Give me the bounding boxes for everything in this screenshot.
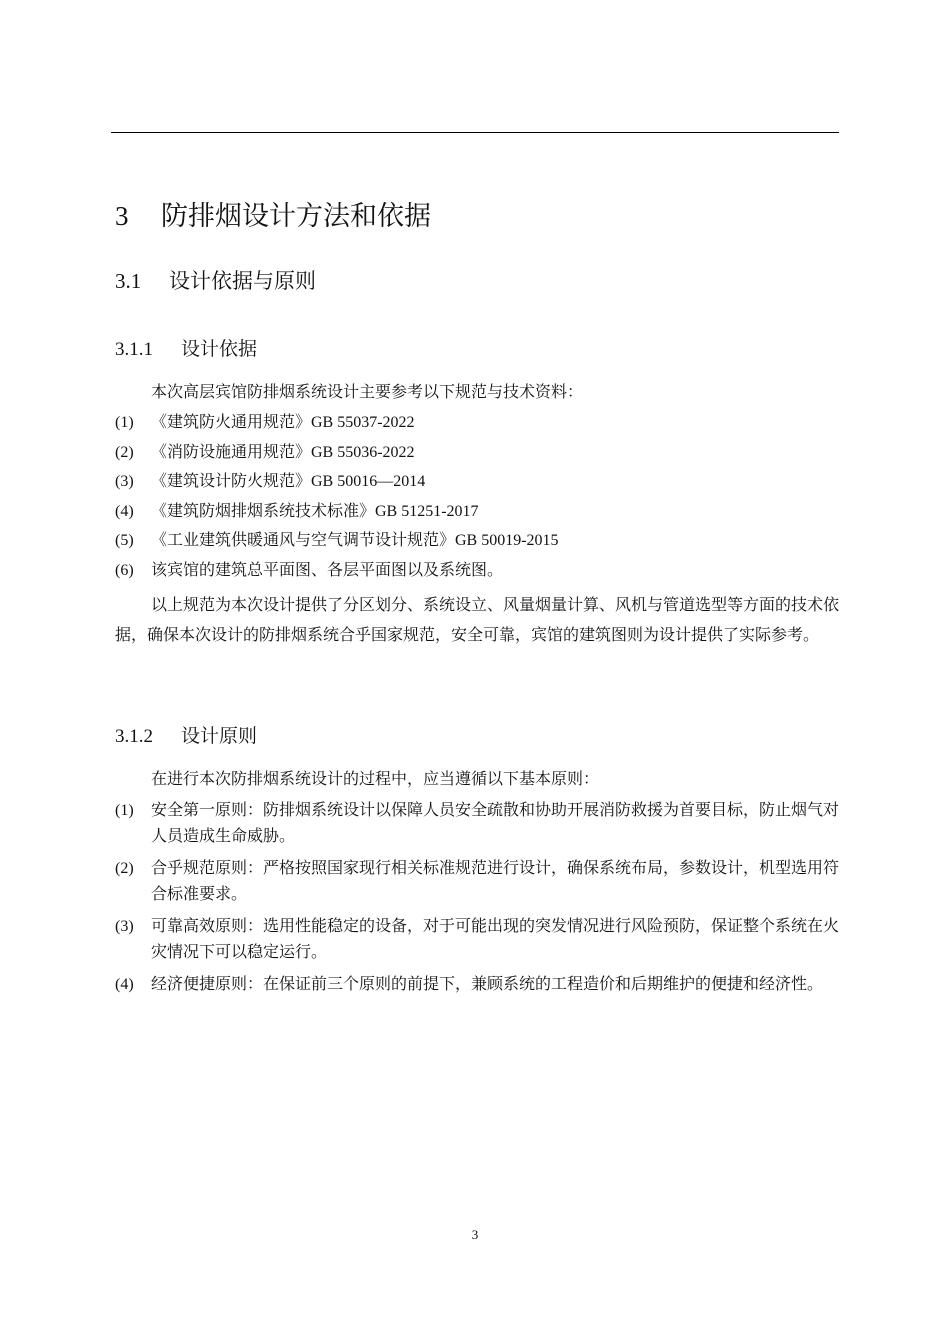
list-item-text: 经济便捷原则：在保证前三个原则的前提下，兼顾系统的工程造价和后期维护的便捷和经济性。 <box>151 976 824 993</box>
list-item <box>115 497 839 527</box>
list-item-text: 《建筑设计防火规范》GB 50016—2014 <box>151 473 426 490</box>
basis-conclusion-paragraph: 以上规范为本次设计提供了分区划分、系统设立、风量烟量计算、风机与管道选型等方面的技术依据，确保本次设计的防排烟系统合乎国家规范，安全可靠，宾馆的建筑图则为设计提供了实际参考。 <box>115 597 840 644</box>
list-item-text: 合乎规范原则：严格按照国家现行相关标准规范进行设计，确保系统布局，参数设计，机型选用符合标准要求。 <box>151 860 840 903</box>
list-marker: (6) <box>115 561 134 579</box>
subsection-title: 设计原则 <box>181 725 258 747</box>
section-heading <box>115 266 316 296</box>
list-item <box>115 408 839 438</box>
list-item <box>115 526 839 556</box>
chapter-title: 防排烟设计方法和依据 <box>161 201 431 232</box>
list-item <box>115 972 839 998</box>
list-item-text: 《建筑防烟排烟系统技术标准》GB 51251-2017 <box>151 502 479 520</box>
list-marker: (4) <box>115 502 134 520</box>
principles-intro-paragraph: 在进行本次防排烟系统设计的过程中，应当遵循以下基本原则： <box>151 771 600 788</box>
list-marker: (3) <box>115 473 134 490</box>
list-marker: (4) <box>115 976 134 993</box>
list-item-text: 可靠高效原则：选用性能稳定的设备，对于可能出现的突发情况进行风险预防，保证整个系统在火灾情况下可以稳定运行。 <box>151 918 840 961</box>
section-title: 设计依据与原则 <box>169 269 316 293</box>
list-marker: (3) <box>115 918 134 935</box>
list-item <box>115 467 839 497</box>
list-item-text: 该宾馆的建筑总平面图、各层平面图以及系统图。 <box>151 561 504 579</box>
subsection-heading-basis <box>115 335 257 364</box>
list-item-text: 安全第一原则：防排烟系统设计以保障人员安全疏散和协助开展消防救援为首要目标，防止烟气对人员造成生命威胁。 <box>151 802 840 845</box>
list-item <box>115 438 839 468</box>
list-item <box>115 556 839 586</box>
principles-list <box>115 798 839 1004</box>
basis-reference-list <box>115 408 839 585</box>
list-item-text: 《消防设施通用规范》GB 55036-2022 <box>151 443 415 461</box>
list-item <box>115 798 839 850</box>
page-number: 3 <box>471 1227 479 1242</box>
subsection-number: 3.1.2 <box>115 726 153 747</box>
list-item <box>115 856 839 908</box>
list-marker: (1) <box>115 802 134 819</box>
list-marker: (1) <box>115 414 134 431</box>
list-marker: (2) <box>115 860 134 877</box>
chapter-heading <box>115 198 431 235</box>
list-item-text: 《建筑防火通用规范》GB 55037-2022 <box>151 414 415 431</box>
subsection-number: 3.1.1 <box>115 339 153 360</box>
subsection-title: 设计依据 <box>181 338 258 360</box>
section-number: 3.1 <box>115 269 142 293</box>
list-marker: (2) <box>115 443 134 461</box>
list-item <box>115 914 839 966</box>
basis-intro-paragraph: 本次高层宾馆防排烟系统设计主要参考以下规范与技术资料： <box>151 384 584 401</box>
list-marker: (5) <box>115 532 134 549</box>
list-item-text: 《工业建筑供暖通风与空气调节设计规范》GB 50019-2015 <box>151 532 559 549</box>
header-rule <box>111 132 839 133</box>
chapter-number: 3 <box>115 201 129 231</box>
subsection-heading-principles <box>115 722 257 751</box>
